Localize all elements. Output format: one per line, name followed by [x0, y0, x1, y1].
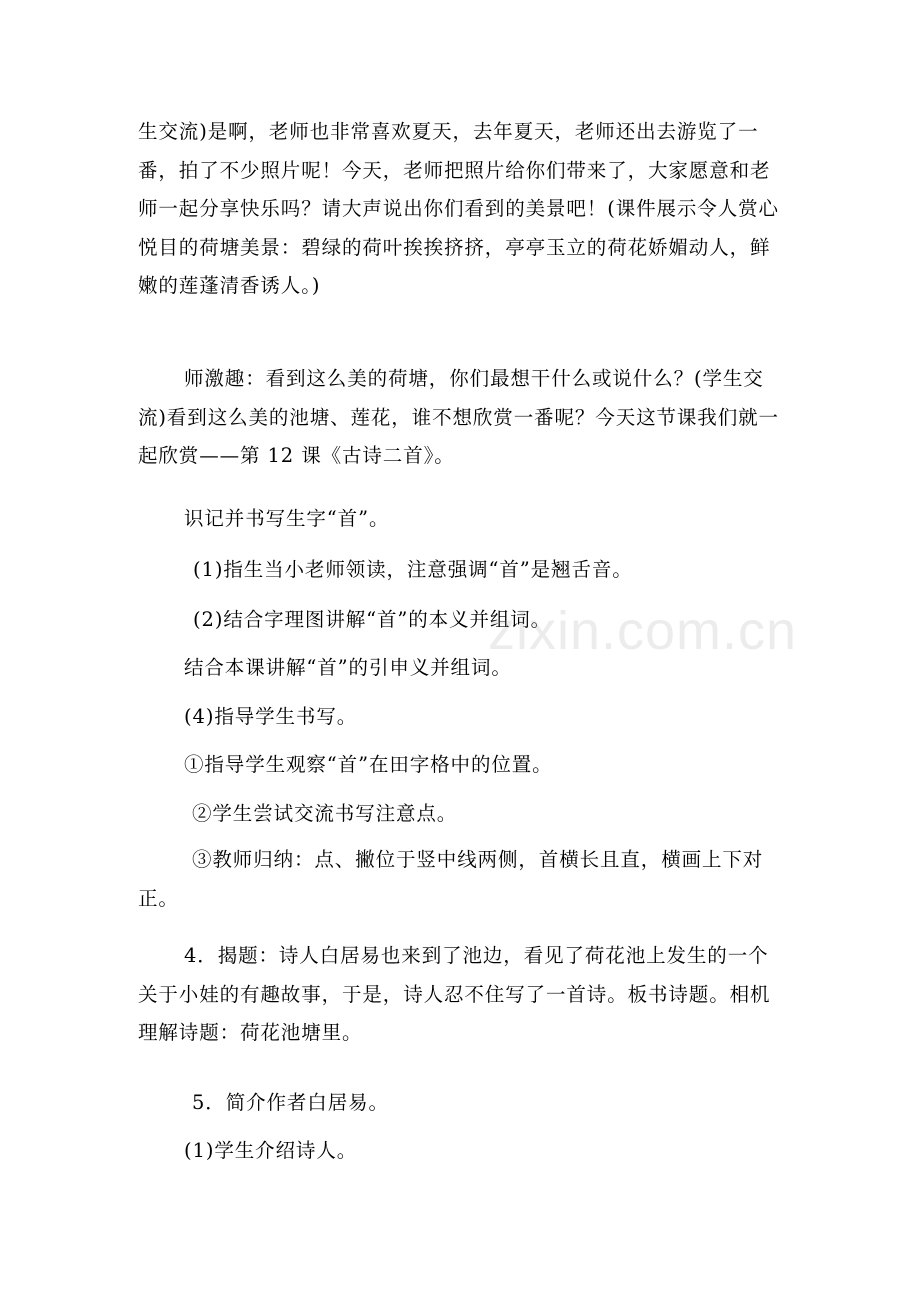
watermark-logo: zixin.com.cn: [488, 601, 798, 661]
paragraph-5: (2)结合字理图讲解“首”的本义并组词。: [193, 608, 552, 631]
paragraph-4: (1)指生当小老师领读，注意强调“首”是翘舌音。: [193, 558, 633, 581]
paragraph-7: (4)指导学生书写。: [184, 705, 358, 728]
paragraph-1: 生交流)是啊，老师也非常喜欢夏天，去年夏天，老师还出去游览了一番，拍了不少照片呢！今天，老师把照片给你们带来了，大家愿意和老师一起分享快乐吗？请大声说出你们看到的美景吧！(课件展示令人赏心悦目的荷塘美景：碧绿的荷叶挨挨挤挤，亭亭玉立的荷花娇媚动人，鲜嫩的莲蓬清香诱人。): [138, 120, 779, 298]
paragraph-12: 5．简介作者白居易。: [192, 1091, 389, 1114]
paragraph-2: 师激趣：看到这么美的荷塘，你们最想干什么或说什么？(学生交流)看到这么美的池塘、莲花，谁不想欣赏一番呢？今天这节课我们就一起欣赏——第 12 课《古诗二首》。: [138, 367, 779, 468]
paragraph-6: 结合本课讲解“首”的引申义并组词。: [184, 656, 512, 679]
paragraph-3: 识记并书写生字“首”。: [184, 507, 390, 530]
paragraph-10: ③教师归纳：点、撇位于竖中线两侧，首横长且直，横画上下对正。: [138, 848, 764, 910]
paragraph-8: ①指导学生观察“首”在田字格中的位置。: [184, 753, 553, 776]
paragraph-13: (1)学生介绍诗人。: [184, 1139, 358, 1162]
paragraph-11: 4．揭题：诗人白居易也来到了池边，看见了荷花池上发生的一个关于小娃的有趣故事，于是，诗人忍不住写了一首诗。板书诗题。相机理解诗题：荷花池塘里。: [138, 944, 771, 1045]
paragraph-9: ②学生尝试交流书写注意点。: [192, 802, 458, 825]
